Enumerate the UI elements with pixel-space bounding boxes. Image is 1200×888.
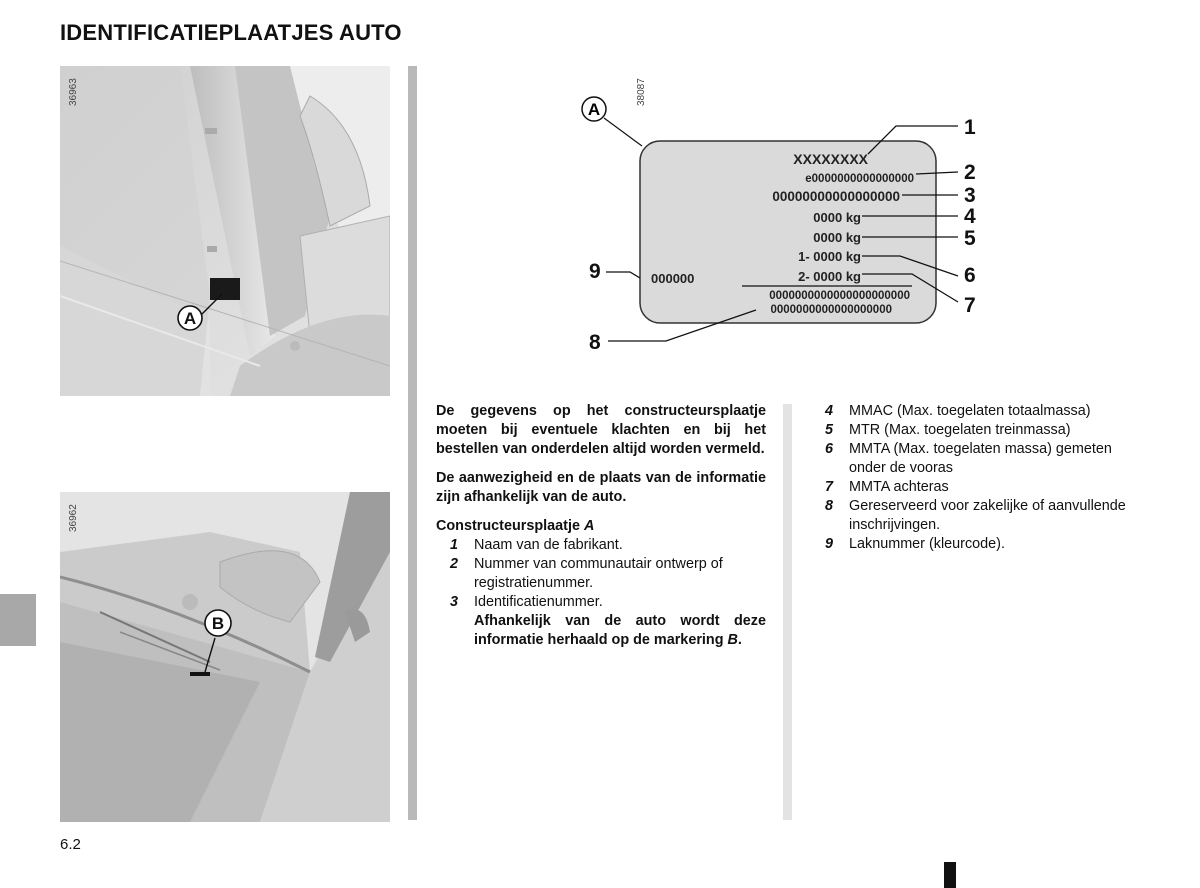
column-divider bbox=[783, 404, 792, 820]
list-item: 3 Identificatienummer. bbox=[450, 594, 603, 610]
column-divider bbox=[408, 66, 417, 820]
text-column-left bbox=[436, 402, 766, 650]
list-item: 7 MMTA achteras bbox=[825, 479, 949, 495]
page-number: 6.2 bbox=[60, 836, 81, 853]
callout-6: 6 bbox=[964, 264, 976, 287]
windscreen-photo bbox=[60, 492, 390, 822]
plate-line-5: 0000 kg bbox=[813, 230, 861, 245]
plate-line-3: 00000000000000000 bbox=[772, 189, 900, 204]
plate-heading-ref: A bbox=[583, 518, 595, 534]
intro-paragraph: De gegevens op het constructeursplaatje moeten bij eventuele klachten en bij het bestellen van onderdelen altijd worden vermeld. bbox=[436, 403, 766, 457]
marking-note: Afhankelijk van de auto wordt deze informatie herhaald op de markering B. bbox=[474, 613, 766, 648]
callout-3: 3 bbox=[964, 184, 976, 207]
availability-paragraph: De aanwezigheid en de plaats van de informatie zijn afhankelijk van de auto. bbox=[436, 470, 766, 505]
photo-marker-a: A bbox=[183, 309, 197, 328]
plate-line-9: 000000 bbox=[651, 271, 695, 286]
plate-line-6a: 1- 0000 kg bbox=[798, 249, 861, 264]
plate-line-6b: 2- 0000 kg bbox=[798, 269, 861, 284]
plate-line-4: 0000 kg bbox=[813, 210, 861, 225]
callout-8: 8 bbox=[589, 331, 601, 354]
photo-code: 36962 bbox=[68, 504, 79, 532]
diagram-code: 38087 bbox=[636, 78, 647, 106]
section-end-marker bbox=[944, 862, 956, 888]
door-pillar-photo bbox=[60, 66, 390, 396]
list-item: 5 MTR (Max. toegelaten treinmassa) bbox=[825, 422, 1071, 438]
photo-code: 36963 bbox=[68, 78, 79, 106]
callout-5: 5 bbox=[964, 227, 976, 250]
plate-marker-a: A bbox=[587, 100, 601, 119]
plate-heading: Constructeursplaatje A bbox=[436, 518, 595, 534]
plate-line-1: XXXXXXXX bbox=[793, 151, 868, 167]
vin-plate-marker bbox=[210, 278, 240, 300]
list-item: 1 Naam van de fabrikant. bbox=[450, 537, 623, 553]
list-item: 2 Nummer van communautair ontwerp of registratienummer. bbox=[450, 556, 723, 591]
callout-9: 9 bbox=[589, 260, 601, 283]
page-title: IDENTIFICATIEPLAATJES AUTO bbox=[60, 20, 402, 45]
callout-7: 7 bbox=[964, 294, 976, 317]
callout-1: 1 bbox=[964, 116, 976, 139]
plate-line-2: e0000000000000000 bbox=[805, 173, 914, 185]
plate-line-8b: 0000000000000000000 bbox=[770, 304, 892, 316]
plate-line-8a: 0000000000000000000000 bbox=[769, 290, 910, 302]
chapter-tab bbox=[0, 594, 36, 646]
list-item: 4 MMAC (Max. toegelaten totaalmassa) bbox=[825, 403, 1091, 419]
list-item: 6 MMTA (Max. toegelaten massa) gemeten onder de vooras bbox=[825, 441, 1112, 476]
marking-b bbox=[190, 672, 210, 676]
photo-marker-b: B bbox=[211, 614, 225, 633]
callout-2: 2 bbox=[964, 161, 976, 184]
callout-4: 4 bbox=[964, 205, 976, 228]
list-item: 8 Gereserveerd voor zakelijke of aanvullende inschrijvingen. bbox=[825, 498, 1126, 533]
text-column-right bbox=[825, 402, 1143, 554]
plate-diagram bbox=[560, 66, 1000, 356]
list-item: 9 Laknummer (kleurcode). bbox=[825, 536, 1005, 552]
